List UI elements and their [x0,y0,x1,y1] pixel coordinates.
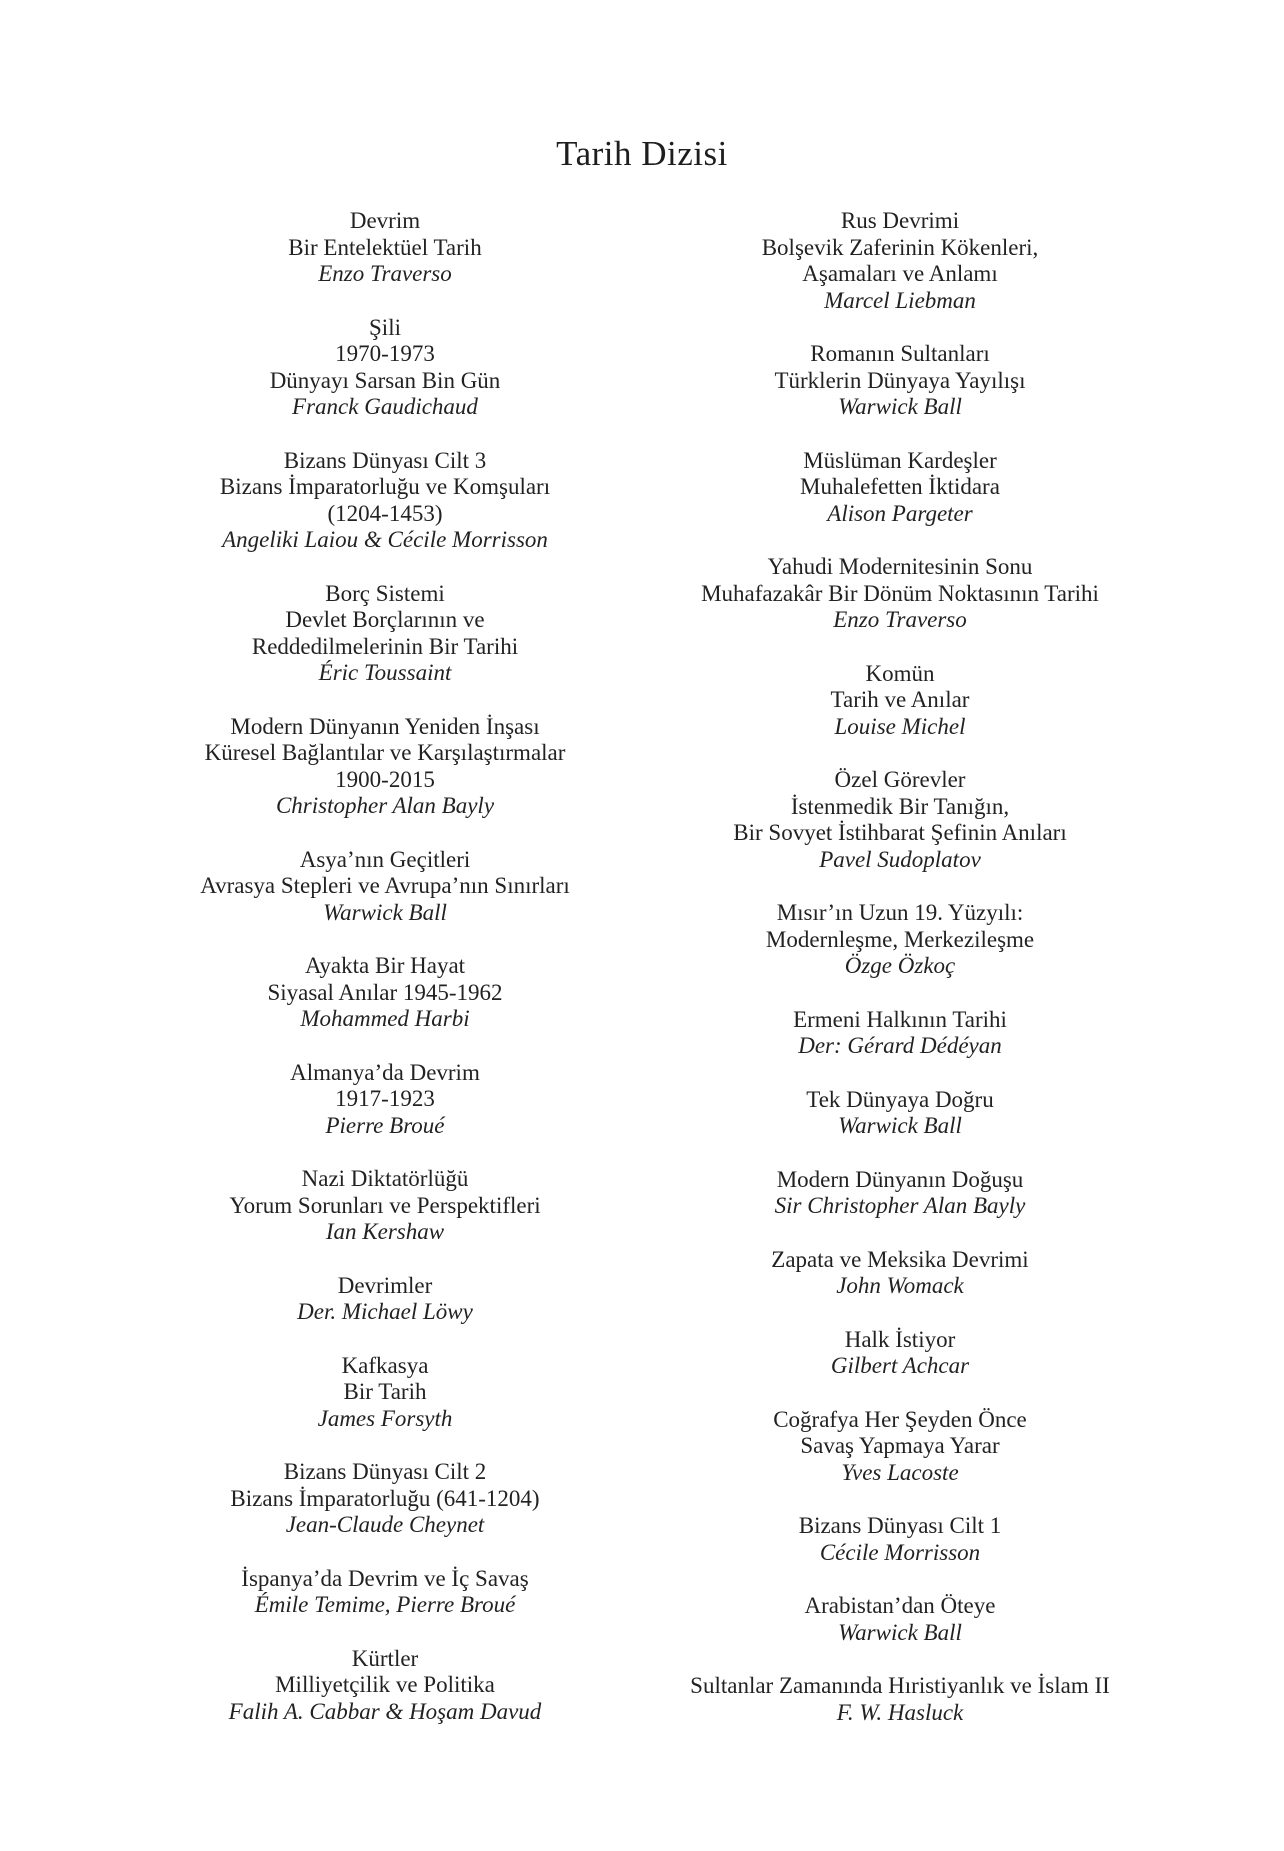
book-title: Modern Dünyanın Yeniden İnşası [230,713,540,739]
book-author: Gilbert Achcar [830,1353,970,1378]
book-subtitle: (1204-1453) [327,500,443,526]
book-title: Rus Devrimi [840,208,960,233]
book-title: Zapata ve Meksika Devrimi [771,1246,1029,1272]
book-title: Özel Görevler [834,767,966,792]
book-subtitle: Bizans İmparatorluğu (641-1204) [230,1485,540,1511]
book-title: Halk İstiyor [844,1326,956,1352]
book-author: Éric Toussaint [318,660,452,685]
book-title: Romanın Sultanları [810,341,990,366]
book-entry [640,448,1160,528]
book-title: Modern Dünyanın Doğuşu [776,1166,1024,1192]
right-book-list [640,208,1160,1753]
book-author: Yves Lacoste [841,1459,959,1485]
book-author: Der. Michael Löwy [297,1299,473,1324]
book-entry [640,1593,1160,1646]
book-entry [640,1087,1160,1140]
book-title: Nazi Diktatörlüğü [301,1166,469,1191]
book-entry [640,1167,1160,1220]
book-subtitle: Muhalefetten İktidara [800,474,1000,499]
book-subtitle: Aşamaları ve Anlamı [802,261,998,286]
book-title: Yahudi Modernitesinin Sonu [767,554,1033,579]
book-entry [130,1273,640,1326]
book-title: Kürtler [351,1645,419,1671]
book-subtitle: Reddedilmelerinin Bir Tarihi [251,633,519,659]
book-entry [640,554,1160,634]
book-entry [130,847,640,927]
book-entry [130,1353,640,1433]
book-subtitle: Küresel Bağlantılar ve Karşılaştırmalar [204,740,566,765]
book-title: Ayakta Bir Hayat [304,953,466,978]
book-entry [130,1166,640,1246]
book-entry [640,1327,1160,1380]
book-entry [640,661,1160,741]
book-title: Mısır’ın Uzun 19. Yüzyılı: [776,900,1024,925]
book-entry [130,581,640,687]
book-subtitle: 1900-2015 [335,766,435,792]
book-entry [130,714,640,820]
book-subtitle: Bir Tarih [343,1379,427,1404]
book-entry [130,1566,640,1619]
book-author: F. W. Hasluck [836,1699,964,1725]
book-author: Pierre Broué [325,1112,445,1138]
book-entry [130,208,640,288]
book-author: Marcel Liebman [824,287,976,313]
book-subtitle: Bizans İmparatorluğu ve Komşuları [219,474,551,499]
book-title: Tek Dünyaya Doğru [806,1086,994,1112]
book-author: Enzo Traverso [318,261,452,286]
book-author: Enzo Traverso [833,607,967,632]
book-entry [130,315,640,421]
left-book-list [130,208,640,1752]
book-title: Bizans Dünyası Cilt 2 [283,1459,487,1484]
book-subtitle: Avrasya Stepleri ve Avrupa’nın Sınırları [200,873,570,898]
book-title: Komün [865,660,935,686]
book-entry [640,341,1160,421]
book-entry [130,953,640,1033]
book-entry [640,1407,1160,1487]
book-entry [130,448,640,554]
book-author: Émile Temime, Pierre Broué [254,1592,516,1617]
book-subtitle: Savaş Yapmaya Yarar [800,1433,1000,1458]
book-author: Warwick Ball [838,1619,962,1645]
book-entry [640,1673,1160,1726]
book-author: Warwick Ball [838,1113,962,1138]
book-author: Ian Kershaw [325,1219,445,1244]
book-author: Falih A. Cabbar & Hoşam Davud [228,1698,542,1724]
book-title: Sultanlar Zamanında Hıristiyanlık ve İslam II [690,1673,1110,1698]
book-title: Almanya’da Devrim [290,1059,480,1085]
book-author: Mohammed Harbi [300,1006,470,1031]
book-author: Jean-Claude Cheynet [285,1512,485,1537]
book-subtitle: Dünyayı Sarsan Bin Gün [269,367,501,393]
book-author: Warwick Ball [838,394,962,419]
book-subtitle: Bir Entelektüel Tarih [288,234,482,260]
book-title: Devrim [349,208,421,233]
book-entry [130,1646,640,1726]
book-title: Şili [369,314,401,340]
book-author: Angeliki Laiou & Cécile Morrisson [222,527,548,552]
book-author: James Forsyth [317,1405,453,1431]
page-title: Tarih Dizisi [556,134,728,173]
book-entry [640,767,1160,873]
book-title: Devrimler [337,1272,433,1298]
book-author: Pavel Sudoplatov [819,846,981,872]
book-subtitle: Modernleşme, Merkezileşme [765,926,1035,952]
book-title: Kafkasya [341,1352,429,1378]
book-title: Ermeni Halkının Tarihi [793,1006,1007,1032]
book-author: Christopher Alan Bayly [275,793,495,818]
book-subtitle: Milliyetçilik ve Politika [275,1672,495,1697]
book-title: Coğrafya Her Şeyden Önce [773,1406,1027,1432]
book-subtitle: Tarih ve Anılar [830,687,970,712]
book-entry [640,1513,1160,1566]
book-title: Bizans Dünyası Cilt 1 [798,1513,1002,1538]
book-title: Bizans Dünyası Cilt 3 [283,447,487,473]
book-entry [640,1247,1160,1300]
book-title: Arabistan’dan Öteye [804,1593,996,1618]
book-author: John Womack [836,1273,964,1298]
book-entry [130,1060,640,1140]
book-subtitle: Türklerin Dünyaya Yayılışı [774,367,1026,393]
book-subtitle: Muhafazakâr Bir Dönüm Noktasının Tarihi [701,580,1099,606]
book-author: Sir Christopher Alan Bayly [774,1193,1026,1218]
book-subtitle: Siyasal Anılar 1945-1962 [267,979,503,1005]
book-subtitle: 1917-1923 [335,1086,435,1111]
book-title: Müslüman Kardeşler [803,447,997,473]
book-author: Franck Gaudichaud [292,394,478,419]
book-title: Asya’nın Geçitleri [299,846,471,872]
book-subtitle: Bolşevik Zaferinin Kökenleri, [761,234,1039,260]
book-entry [640,900,1160,980]
book-entry [130,1459,640,1539]
book-subtitle: Devlet Borçlarının ve [285,607,485,632]
book-author: Cécile Morrisson [819,1539,981,1565]
book-subtitle: Bir Sovyet İstihbarat Şefinin Anıları [733,820,1067,845]
book-subtitle: İstenmedik Bir Tanığın, [790,793,1010,819]
book-author: Der: Gérard Dédéyan [798,1033,1002,1058]
book-author: Warwick Ball [323,899,447,925]
book-author: Alison Pargeter [827,500,973,526]
book-entry [640,1007,1160,1060]
book-author: Özge Özkoç [844,953,956,978]
book-subtitle: Yorum Sorunları ve Perspektifleri [229,1192,541,1218]
book-title: İspanya’da Devrim ve İç Savaş [241,1565,529,1591]
book-author: Louise Michel [834,713,966,739]
book-entry [640,208,1160,314]
book-title: Borç Sistemi [325,580,445,606]
book-subtitle: 1970-1973 [335,341,435,366]
